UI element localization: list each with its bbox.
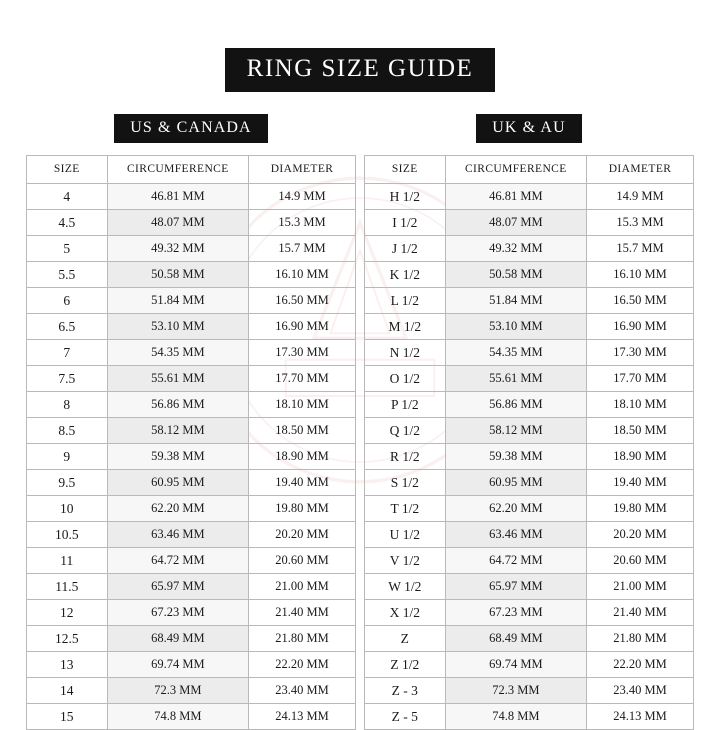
table-row bbox=[27, 262, 356, 288]
column-header-circumference: CIRCUMFERENCE bbox=[445, 156, 586, 184]
cell-size: 12 bbox=[27, 600, 108, 626]
table-row bbox=[27, 548, 356, 574]
table-row bbox=[27, 184, 356, 210]
table-row bbox=[27, 470, 356, 496]
cell-diameter: 17.30 MM bbox=[587, 340, 694, 366]
cell-circumference: 72.3 MM bbox=[107, 678, 248, 704]
cell-size: M 1/2 bbox=[365, 314, 446, 340]
cell-circumference: 54.35 MM bbox=[445, 340, 586, 366]
cell-circumference: 67.23 MM bbox=[107, 600, 248, 626]
cell-circumference: 64.72 MM bbox=[107, 548, 248, 574]
cell-circumference: 67.23 MM bbox=[445, 600, 586, 626]
cell-size: Z - 5 bbox=[365, 704, 446, 730]
table-row bbox=[27, 444, 356, 470]
cell-diameter: 19.80 MM bbox=[249, 496, 356, 522]
cell-circumference: 63.46 MM bbox=[445, 522, 586, 548]
cell-diameter: 22.20 MM bbox=[249, 652, 356, 678]
cell-size: K 1/2 bbox=[365, 262, 446, 288]
cell-circumference: 58.12 MM bbox=[107, 418, 248, 444]
cell-circumference: 55.61 MM bbox=[445, 366, 586, 392]
column-header-diameter: DIAMETER bbox=[587, 156, 694, 184]
table-row bbox=[365, 600, 694, 626]
cell-circumference: 56.86 MM bbox=[107, 392, 248, 418]
cell-diameter: 24.13 MM bbox=[249, 704, 356, 730]
cell-size: 13 bbox=[27, 652, 108, 678]
cell-size: Z - 3 bbox=[365, 678, 446, 704]
cell-circumference: 59.38 MM bbox=[445, 444, 586, 470]
cell-circumference: 64.72 MM bbox=[445, 548, 586, 574]
cell-size: 7 bbox=[27, 340, 108, 366]
cell-diameter: 21.00 MM bbox=[249, 574, 356, 600]
us-canada-column bbox=[26, 114, 356, 730]
table-row bbox=[27, 574, 356, 600]
table-row bbox=[27, 652, 356, 678]
cell-size: 9 bbox=[27, 444, 108, 470]
cell-circumference: 56.86 MM bbox=[445, 392, 586, 418]
column-header-diameter: DIAMETER bbox=[249, 156, 356, 184]
cell-diameter: 19.40 MM bbox=[587, 470, 694, 496]
cell-diameter: 17.70 MM bbox=[587, 366, 694, 392]
cell-diameter: 21.40 MM bbox=[587, 600, 694, 626]
cell-diameter: 15.3 MM bbox=[587, 210, 694, 236]
cell-size: Q 1/2 bbox=[365, 418, 446, 444]
cell-size: 7.5 bbox=[27, 366, 108, 392]
table-row bbox=[365, 652, 694, 678]
cell-circumference: 63.46 MM bbox=[107, 522, 248, 548]
cell-size: 12.5 bbox=[27, 626, 108, 652]
uk-au-column bbox=[364, 114, 694, 730]
table-row bbox=[365, 210, 694, 236]
table-row bbox=[365, 314, 694, 340]
table-row bbox=[27, 392, 356, 418]
uk-au-heading: UK & AU bbox=[476, 114, 581, 143]
page-title: RING SIZE GUIDE bbox=[225, 48, 496, 92]
table-row bbox=[27, 288, 356, 314]
cell-size: 4.5 bbox=[27, 210, 108, 236]
cell-circumference: 51.84 MM bbox=[445, 288, 586, 314]
table-row bbox=[365, 522, 694, 548]
cell-size: O 1/2 bbox=[365, 366, 446, 392]
cell-diameter: 16.50 MM bbox=[249, 288, 356, 314]
cell-diameter: 16.90 MM bbox=[249, 314, 356, 340]
cell-diameter: 18.90 MM bbox=[587, 444, 694, 470]
cell-diameter: 20.60 MM bbox=[587, 548, 694, 574]
size-tables-container bbox=[20, 114, 700, 730]
cell-size: H 1/2 bbox=[365, 184, 446, 210]
cell-circumference: 59.38 MM bbox=[107, 444, 248, 470]
cell-diameter: 18.10 MM bbox=[249, 392, 356, 418]
cell-circumference: 48.07 MM bbox=[107, 210, 248, 236]
cell-size: 8 bbox=[27, 392, 108, 418]
cell-diameter: 18.90 MM bbox=[249, 444, 356, 470]
cell-size: 14 bbox=[27, 678, 108, 704]
table-header-row bbox=[27, 156, 356, 184]
cell-size: 4 bbox=[27, 184, 108, 210]
cell-size: 11.5 bbox=[27, 574, 108, 600]
cell-size: 5.5 bbox=[27, 262, 108, 288]
cell-size: 15 bbox=[27, 704, 108, 730]
table-row bbox=[27, 210, 356, 236]
cell-diameter: 19.40 MM bbox=[249, 470, 356, 496]
cell-circumference: 60.95 MM bbox=[107, 470, 248, 496]
cell-size: R 1/2 bbox=[365, 444, 446, 470]
uk-au-table-body bbox=[365, 184, 694, 730]
table-row bbox=[27, 314, 356, 340]
cell-circumference: 72.3 MM bbox=[445, 678, 586, 704]
table-row bbox=[365, 470, 694, 496]
cell-diameter: 21.80 MM bbox=[587, 626, 694, 652]
cell-diameter: 20.20 MM bbox=[587, 522, 694, 548]
cell-size: U 1/2 bbox=[365, 522, 446, 548]
cell-size: P 1/2 bbox=[365, 392, 446, 418]
cell-diameter: 22.20 MM bbox=[587, 652, 694, 678]
table-row bbox=[365, 366, 694, 392]
column-header-size: SIZE bbox=[27, 156, 108, 184]
table-row bbox=[365, 236, 694, 262]
cell-circumference: 58.12 MM bbox=[445, 418, 586, 444]
cell-circumference: 48.07 MM bbox=[445, 210, 586, 236]
cell-diameter: 16.10 MM bbox=[249, 262, 356, 288]
table-row bbox=[365, 574, 694, 600]
cell-circumference: 49.32 MM bbox=[445, 236, 586, 262]
cell-diameter: 21.40 MM bbox=[249, 600, 356, 626]
cell-diameter: 21.00 MM bbox=[587, 574, 694, 600]
cell-diameter: 18.50 MM bbox=[249, 418, 356, 444]
cell-circumference: 62.20 MM bbox=[445, 496, 586, 522]
table-row bbox=[27, 626, 356, 652]
table-row bbox=[365, 496, 694, 522]
table-header-row bbox=[365, 156, 694, 184]
cell-size: Z 1/2 bbox=[365, 652, 446, 678]
us-canada-table bbox=[26, 155, 356, 730]
table-row bbox=[365, 678, 694, 704]
cell-size: Z bbox=[365, 626, 446, 652]
cell-diameter: 16.10 MM bbox=[587, 262, 694, 288]
cell-size: X 1/2 bbox=[365, 600, 446, 626]
cell-circumference: 51.84 MM bbox=[107, 288, 248, 314]
cell-size: 6 bbox=[27, 288, 108, 314]
cell-size: L 1/2 bbox=[365, 288, 446, 314]
cell-diameter: 15.3 MM bbox=[249, 210, 356, 236]
cell-size: 5 bbox=[27, 236, 108, 262]
cell-size: 11 bbox=[27, 548, 108, 574]
table-row bbox=[365, 392, 694, 418]
cell-circumference: 49.32 MM bbox=[107, 236, 248, 262]
cell-diameter: 15.7 MM bbox=[587, 236, 694, 262]
cell-diameter: 23.40 MM bbox=[587, 678, 694, 704]
cell-circumference: 60.95 MM bbox=[445, 470, 586, 496]
cell-circumference: 65.97 MM bbox=[445, 574, 586, 600]
cell-size: N 1/2 bbox=[365, 340, 446, 366]
cell-diameter: 23.40 MM bbox=[249, 678, 356, 704]
table-row bbox=[365, 704, 694, 730]
table-row bbox=[365, 444, 694, 470]
cell-circumference: 50.58 MM bbox=[107, 262, 248, 288]
cell-diameter: 18.10 MM bbox=[587, 392, 694, 418]
cell-diameter: 17.30 MM bbox=[249, 340, 356, 366]
cell-diameter: 21.80 MM bbox=[249, 626, 356, 652]
cell-size: 10.5 bbox=[27, 522, 108, 548]
table-row bbox=[365, 184, 694, 210]
table-row bbox=[365, 340, 694, 366]
cell-circumference: 68.49 MM bbox=[445, 626, 586, 652]
table-row bbox=[365, 288, 694, 314]
column-header-size: SIZE bbox=[365, 156, 446, 184]
cell-circumference: 53.10 MM bbox=[445, 314, 586, 340]
cell-circumference: 54.35 MM bbox=[107, 340, 248, 366]
us-canada-heading: US & CANADA bbox=[114, 114, 267, 143]
table-row bbox=[365, 626, 694, 652]
table-row bbox=[27, 704, 356, 730]
table-row bbox=[27, 600, 356, 626]
cell-circumference: 55.61 MM bbox=[107, 366, 248, 392]
cell-size: W 1/2 bbox=[365, 574, 446, 600]
cell-circumference: 46.81 MM bbox=[445, 184, 586, 210]
cell-size: 10 bbox=[27, 496, 108, 522]
page-title-container bbox=[20, 48, 700, 92]
cell-diameter: 18.50 MM bbox=[587, 418, 694, 444]
cell-size: S 1/2 bbox=[365, 470, 446, 496]
table-row bbox=[27, 418, 356, 444]
table-row bbox=[365, 262, 694, 288]
us-canada-heading-container bbox=[26, 114, 356, 143]
table-row bbox=[27, 340, 356, 366]
cell-size: 9.5 bbox=[27, 470, 108, 496]
cell-circumference: 69.74 MM bbox=[107, 652, 248, 678]
cell-size: V 1/2 bbox=[365, 548, 446, 574]
uk-au-table bbox=[364, 155, 694, 730]
cell-size: T 1/2 bbox=[365, 496, 446, 522]
cell-diameter: 14.9 MM bbox=[587, 184, 694, 210]
table-row bbox=[27, 366, 356, 392]
us-canada-table-body bbox=[27, 184, 356, 730]
table-row bbox=[365, 548, 694, 574]
cell-circumference: 46.81 MM bbox=[107, 184, 248, 210]
table-row bbox=[27, 496, 356, 522]
cell-diameter: 20.60 MM bbox=[249, 548, 356, 574]
cell-circumference: 65.97 MM bbox=[107, 574, 248, 600]
table-row bbox=[27, 236, 356, 262]
cell-circumference: 50.58 MM bbox=[445, 262, 586, 288]
cell-circumference: 53.10 MM bbox=[107, 314, 248, 340]
column-header-circumference: CIRCUMFERENCE bbox=[107, 156, 248, 184]
cell-circumference: 62.20 MM bbox=[107, 496, 248, 522]
cell-diameter: 17.70 MM bbox=[249, 366, 356, 392]
table-row bbox=[365, 418, 694, 444]
cell-diameter: 14.9 MM bbox=[249, 184, 356, 210]
cell-circumference: 68.49 MM bbox=[107, 626, 248, 652]
cell-diameter: 16.90 MM bbox=[587, 314, 694, 340]
cell-size: 6.5 bbox=[27, 314, 108, 340]
cell-diameter: 20.20 MM bbox=[249, 522, 356, 548]
cell-size: I 1/2 bbox=[365, 210, 446, 236]
cell-diameter: 15.7 MM bbox=[249, 236, 356, 262]
cell-diameter: 16.50 MM bbox=[587, 288, 694, 314]
cell-circumference: 74.8 MM bbox=[107, 704, 248, 730]
table-row bbox=[27, 522, 356, 548]
cell-size: J 1/2 bbox=[365, 236, 446, 262]
cell-diameter: 24.13 MM bbox=[587, 704, 694, 730]
cell-circumference: 69.74 MM bbox=[445, 652, 586, 678]
cell-size: 8.5 bbox=[27, 418, 108, 444]
cell-diameter: 19.80 MM bbox=[587, 496, 694, 522]
cell-circumference: 74.8 MM bbox=[445, 704, 586, 730]
table-row bbox=[27, 678, 356, 704]
uk-au-heading-container bbox=[364, 114, 694, 143]
